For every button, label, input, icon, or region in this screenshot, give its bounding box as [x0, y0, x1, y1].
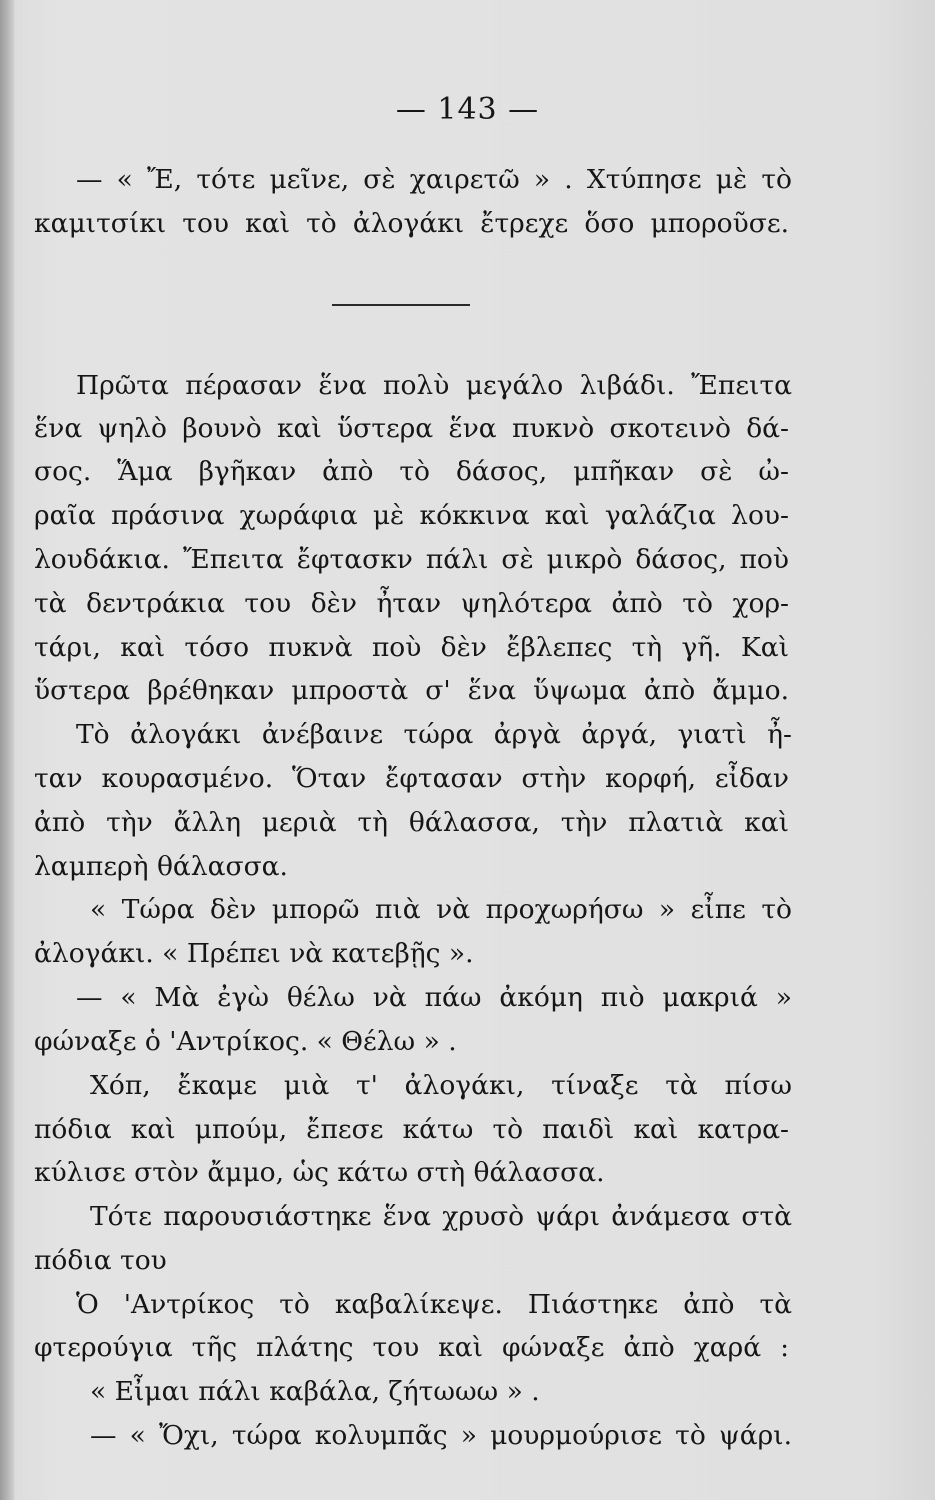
text-line: — « Μὰ ἐγὼ θέλω νὰ πάω ἀκόμη πιὸ μακριά » — [76, 982, 792, 1013]
text-line: Τότε παρουσιάστηκε ἕνα χρυσὸ ψάρι ἀνάμεσα στὰ — [90, 1201, 792, 1232]
text-line: Χόπ, ἔκαμε μιὰ τ' ἀλογάκι, τίναξε τὰ πίσω — [90, 1070, 792, 1101]
text-line: ὕστερα βρέθηκαν μπροστὰ σ' ἕνα ὕψωμα ἀπὸ ἄμμο. — [34, 675, 789, 706]
text-line: ἕνα ψηλὸ βουνὸ καὶ ὕστερα ἕνα πυκνὸ σκοτεινὸ δά- — [34, 413, 789, 444]
text-line: « Τώρα δὲν μπορῶ πιὰ νὰ προχωρήσω » εἶπε τὸ — [90, 894, 792, 925]
text-line: Ὁ 'Αντρίκος τὸ καβαλίκεψε. Πιάστηκε ἀπὸ τὰ — [76, 1289, 792, 1320]
text-line: κύλισε στὸν ἄμμο, ὡς κάτω στὴ θάλασσα. — [34, 1157, 605, 1188]
text-line: φώναξε ὁ 'Αντρίκος. « Θέλω » . — [34, 1026, 457, 1057]
text-line: ἀπὸ τὴν ἄλλη μεριὰ τὴ θάλασσα, τὴν πλατιὰ καὶ — [34, 807, 789, 838]
text-line: λουδάκια. Ἔπειτα ἔφτασκν πάλι σὲ μικρὸ δάσος, ποὺ — [34, 544, 789, 575]
text-line: — « Ἔ, τότε μεῖνε, σὲ χαιρετῶ » . Χτύπησε μὲ τὸ — [76, 164, 792, 195]
text-line: Πρῶτα πέρασαν ἕνα πολὺ μεγάλο λιβάδι. Ἔπειτα — [76, 370, 792, 401]
section-divider — [332, 304, 470, 306]
text-line: ραῖα πράσινα χωράφια μὲ κόκκινα καὶ γαλάζια λου- — [34, 500, 789, 531]
text-line: ἀλογάκι. « Πρέπει νὰ κατεβῇς ». — [34, 938, 474, 969]
text-line: καμιτσίκι του καὶ τὸ ἀλογάκι ἔτρεχε ὅσο μποροῦσε. — [34, 208, 789, 239]
text-line: τὰ δεντράκια του δὲν ἦταν ψηλότερα ἀπὸ τὸ χορ- — [34, 588, 789, 619]
text-line: σος. Ἅμα βγῆκαν ἀπὸ τὸ δάσος, μπῆκαν σὲ ὠ- — [34, 456, 789, 487]
text-line: Τὸ ἀλογάκι ἀνέβαινε τώρα ἀργὰ ἀργά, γιατὶ ἦ- — [76, 719, 792, 750]
page-left-edge — [0, 0, 14, 1500]
text-line: ταν κουρασμένο. Ὅταν ἔφτασαν στὴν κορφή, εἶδαν — [34, 763, 789, 794]
text-line: « Εἶμαι πάλι καβάλα, ζήτωωω » . — [90, 1376, 540, 1407]
text-line: τάρι, καὶ τόσο πυκνὰ ποὺ δὲν ἔβλεπες τὴ γῆ. Καὶ — [34, 632, 789, 663]
text-line: — « Ὄχι, τώρα κολυμπᾶς » μουρμούρισε τὸ ψάρι. — [90, 1420, 792, 1451]
text-line: πόδια του — [34, 1245, 167, 1276]
text-line: πόδια καὶ μπούμ, ἔπεσε κάτω τὸ παιδὶ καὶ κατρα- — [34, 1114, 789, 1145]
page-number: — 143 — — [395, 92, 540, 127]
text-line: φτερούγια τῆς πλάτης του καὶ φώναξε ἀπὸ χαρά : — [34, 1332, 789, 1363]
text-line: λαμπερὴ θάλασσα. — [34, 851, 288, 882]
